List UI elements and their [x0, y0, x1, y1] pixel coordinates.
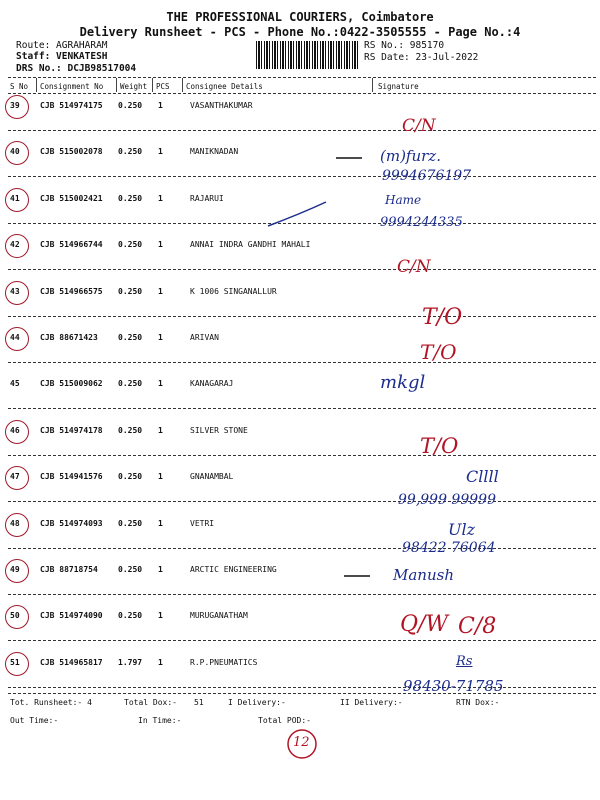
row-pcs: 1	[158, 240, 163, 249]
row-weight: 0.250	[118, 287, 143, 296]
handwritten-status: T/O	[422, 305, 463, 330]
row-pcs: 1	[158, 101, 163, 110]
handwritten-signature: Ulz	[448, 520, 476, 539]
row-consignee: MANIKNADAN	[190, 147, 239, 156]
row-pcs: 1	[158, 379, 163, 388]
handwritten-signature: (m)furz.	[380, 147, 441, 165]
col-sno: S No	[10, 82, 29, 91]
row-weight: 0.250	[118, 611, 143, 620]
row-weight: 0.250	[118, 519, 143, 528]
row-consignee: VASANTHAKUMAR	[190, 101, 253, 110]
handwritten-phone: 9994676197	[382, 168, 472, 184]
row-consignment-no: CJB 515009062	[40, 379, 103, 388]
row-consignee: R.P.PNEUMATICS	[190, 658, 258, 667]
row-weight: 0.250	[118, 379, 143, 388]
row-pcs: 1	[158, 194, 163, 203]
handwritten-signature: Rs	[456, 654, 473, 669]
total-dox-label: Total Dox:-	[124, 698, 177, 707]
tot-runsheet: Tot. Runsheet:- 4	[10, 698, 92, 707]
rtn-dox: RTN Dox:-	[456, 698, 500, 707]
handwritten-status: T/O	[420, 434, 459, 458]
row-consignment-no: CJB 88671423	[40, 333, 98, 342]
row-consignee: KANAGARAJ	[190, 379, 234, 388]
row-consignee: ARCTIC ENGINEERING	[190, 565, 277, 574]
rs-date: RS Date: 23-Jul-2022	[364, 52, 479, 63]
row-consignee: RAJARUI	[190, 194, 224, 203]
row-sno: 50	[10, 611, 20, 620]
col-weight: Weight	[120, 82, 148, 91]
row-consignee: ANNAI INDRA GANDHI MAHALI	[190, 240, 311, 249]
row-pcs: 1	[158, 565, 163, 574]
handwritten-phone: 98430-71785	[403, 677, 504, 695]
row-weight: 0.250	[118, 472, 143, 481]
row-consignment-no: CJB 514941576	[40, 472, 103, 481]
handwritten-status: C/8	[458, 614, 497, 639]
row-consignment-no: CJB 514966575	[40, 287, 103, 296]
row-consignee: VETRI	[190, 519, 215, 528]
row-pcs: 1	[158, 333, 163, 342]
row-weight: 0.250	[118, 147, 143, 156]
row-sno: 49	[10, 565, 20, 574]
handwritten-signature: Manush	[393, 566, 454, 584]
row-pcs: 1	[158, 519, 163, 528]
row-consignment-no: CJB 514974175	[40, 101, 103, 110]
row-consignee: SILVER STONE	[190, 426, 248, 435]
row-consignee: K 1006 SINGANALLUR	[190, 287, 277, 296]
handwritten-signature: Cllll	[466, 467, 499, 486]
handwritten-status: C/N	[397, 257, 431, 277]
row-sno: 39	[10, 101, 20, 110]
handwritten-phone: 98422 76064	[402, 540, 496, 556]
row-sno: 47	[10, 472, 20, 481]
row-pcs: 1	[158, 658, 163, 667]
row-pcs: 1	[158, 472, 163, 481]
total-pod-count: 12	[293, 735, 310, 750]
row-pcs: 1	[158, 611, 163, 620]
col-consignee: Consignee Details	[186, 82, 263, 91]
row-weight: 1.797	[118, 658, 143, 667]
row-weight: 0.250	[118, 101, 143, 110]
row-sno: 46	[10, 426, 20, 435]
handwritten-phone: 99,999 99999	[398, 492, 496, 508]
out-time: Out Time:-	[10, 716, 59, 725]
staff-label: Staff: VENKATESH	[16, 51, 108, 62]
handwritten-signature: Hame	[385, 193, 422, 207]
handwritten-phone: 9994244335	[380, 215, 463, 230]
row-sno: 42	[10, 240, 20, 249]
row-pcs: 1	[158, 426, 163, 435]
row-weight: 0.250	[118, 240, 143, 249]
row-pcs: 1	[158, 147, 163, 156]
col-consignment: Consignment No	[40, 82, 104, 91]
row-consignment-no: CJB 514974178	[40, 426, 103, 435]
row-consignment-no: CJB 515002421	[40, 194, 103, 203]
row-consignment-no: CJB 514974090	[40, 611, 103, 620]
row-sno: 41	[10, 194, 20, 203]
row-sno: 45	[10, 379, 20, 388]
handwritten-signature: Q/W	[400, 612, 449, 637]
col-pcs: PCS	[156, 82, 170, 91]
row-sno: 44	[10, 333, 20, 342]
row-consignment-no: CJB 515002078	[40, 147, 103, 156]
row-weight: 0.250	[118, 426, 143, 435]
row-consignment-no: CJB 514974093	[40, 519, 103, 528]
col-signature: Signature	[378, 82, 419, 91]
total-pod: Total POD:-	[258, 716, 311, 725]
row-consignment-no: CJB 514965817	[40, 658, 103, 667]
i-delivery: I Delivery:-	[228, 698, 286, 707]
total-dox-value: 51	[194, 698, 204, 707]
document-title: THE PROFESSIONAL COURIERS, Coimbatore	[166, 10, 434, 24]
row-sno: 48	[10, 519, 20, 528]
drs-label: DRS No.: DCJB98517004	[16, 63, 137, 74]
handwritten-status: C/N	[402, 116, 436, 136]
row-weight: 0.250	[118, 333, 143, 342]
ii-delivery: II Delivery:-	[340, 698, 403, 707]
row-sno: 43	[10, 287, 20, 296]
row-weight: 0.250	[118, 194, 143, 203]
row-consignment-no: CJB 514966744	[40, 240, 103, 249]
row-sno: 40	[10, 147, 20, 156]
row-consignee: ARIVAN	[190, 333, 219, 342]
route-label: Route: AGRAHARAM	[16, 40, 108, 51]
row-consignee: MURUGANATHAM	[190, 611, 248, 620]
handwritten-signature: mkgl	[380, 372, 426, 393]
row-pcs: 1	[158, 287, 163, 296]
in-time: In Time:-	[138, 716, 182, 725]
footer-top-rule	[8, 693, 596, 694]
row-consignee: GNANAMBAL	[190, 472, 234, 481]
rs-number: RS No.: 985170	[364, 40, 445, 51]
handwritten-status: T/O	[420, 340, 457, 364]
document-subtitle: Delivery Runsheet - PCS - Phone No.:0422-3505555 - Page No.:4	[79, 25, 521, 39]
row-weight: 0.250	[118, 565, 143, 574]
row-sno: 51	[10, 658, 20, 667]
row-consignment-no: CJB 88718754	[40, 565, 98, 574]
